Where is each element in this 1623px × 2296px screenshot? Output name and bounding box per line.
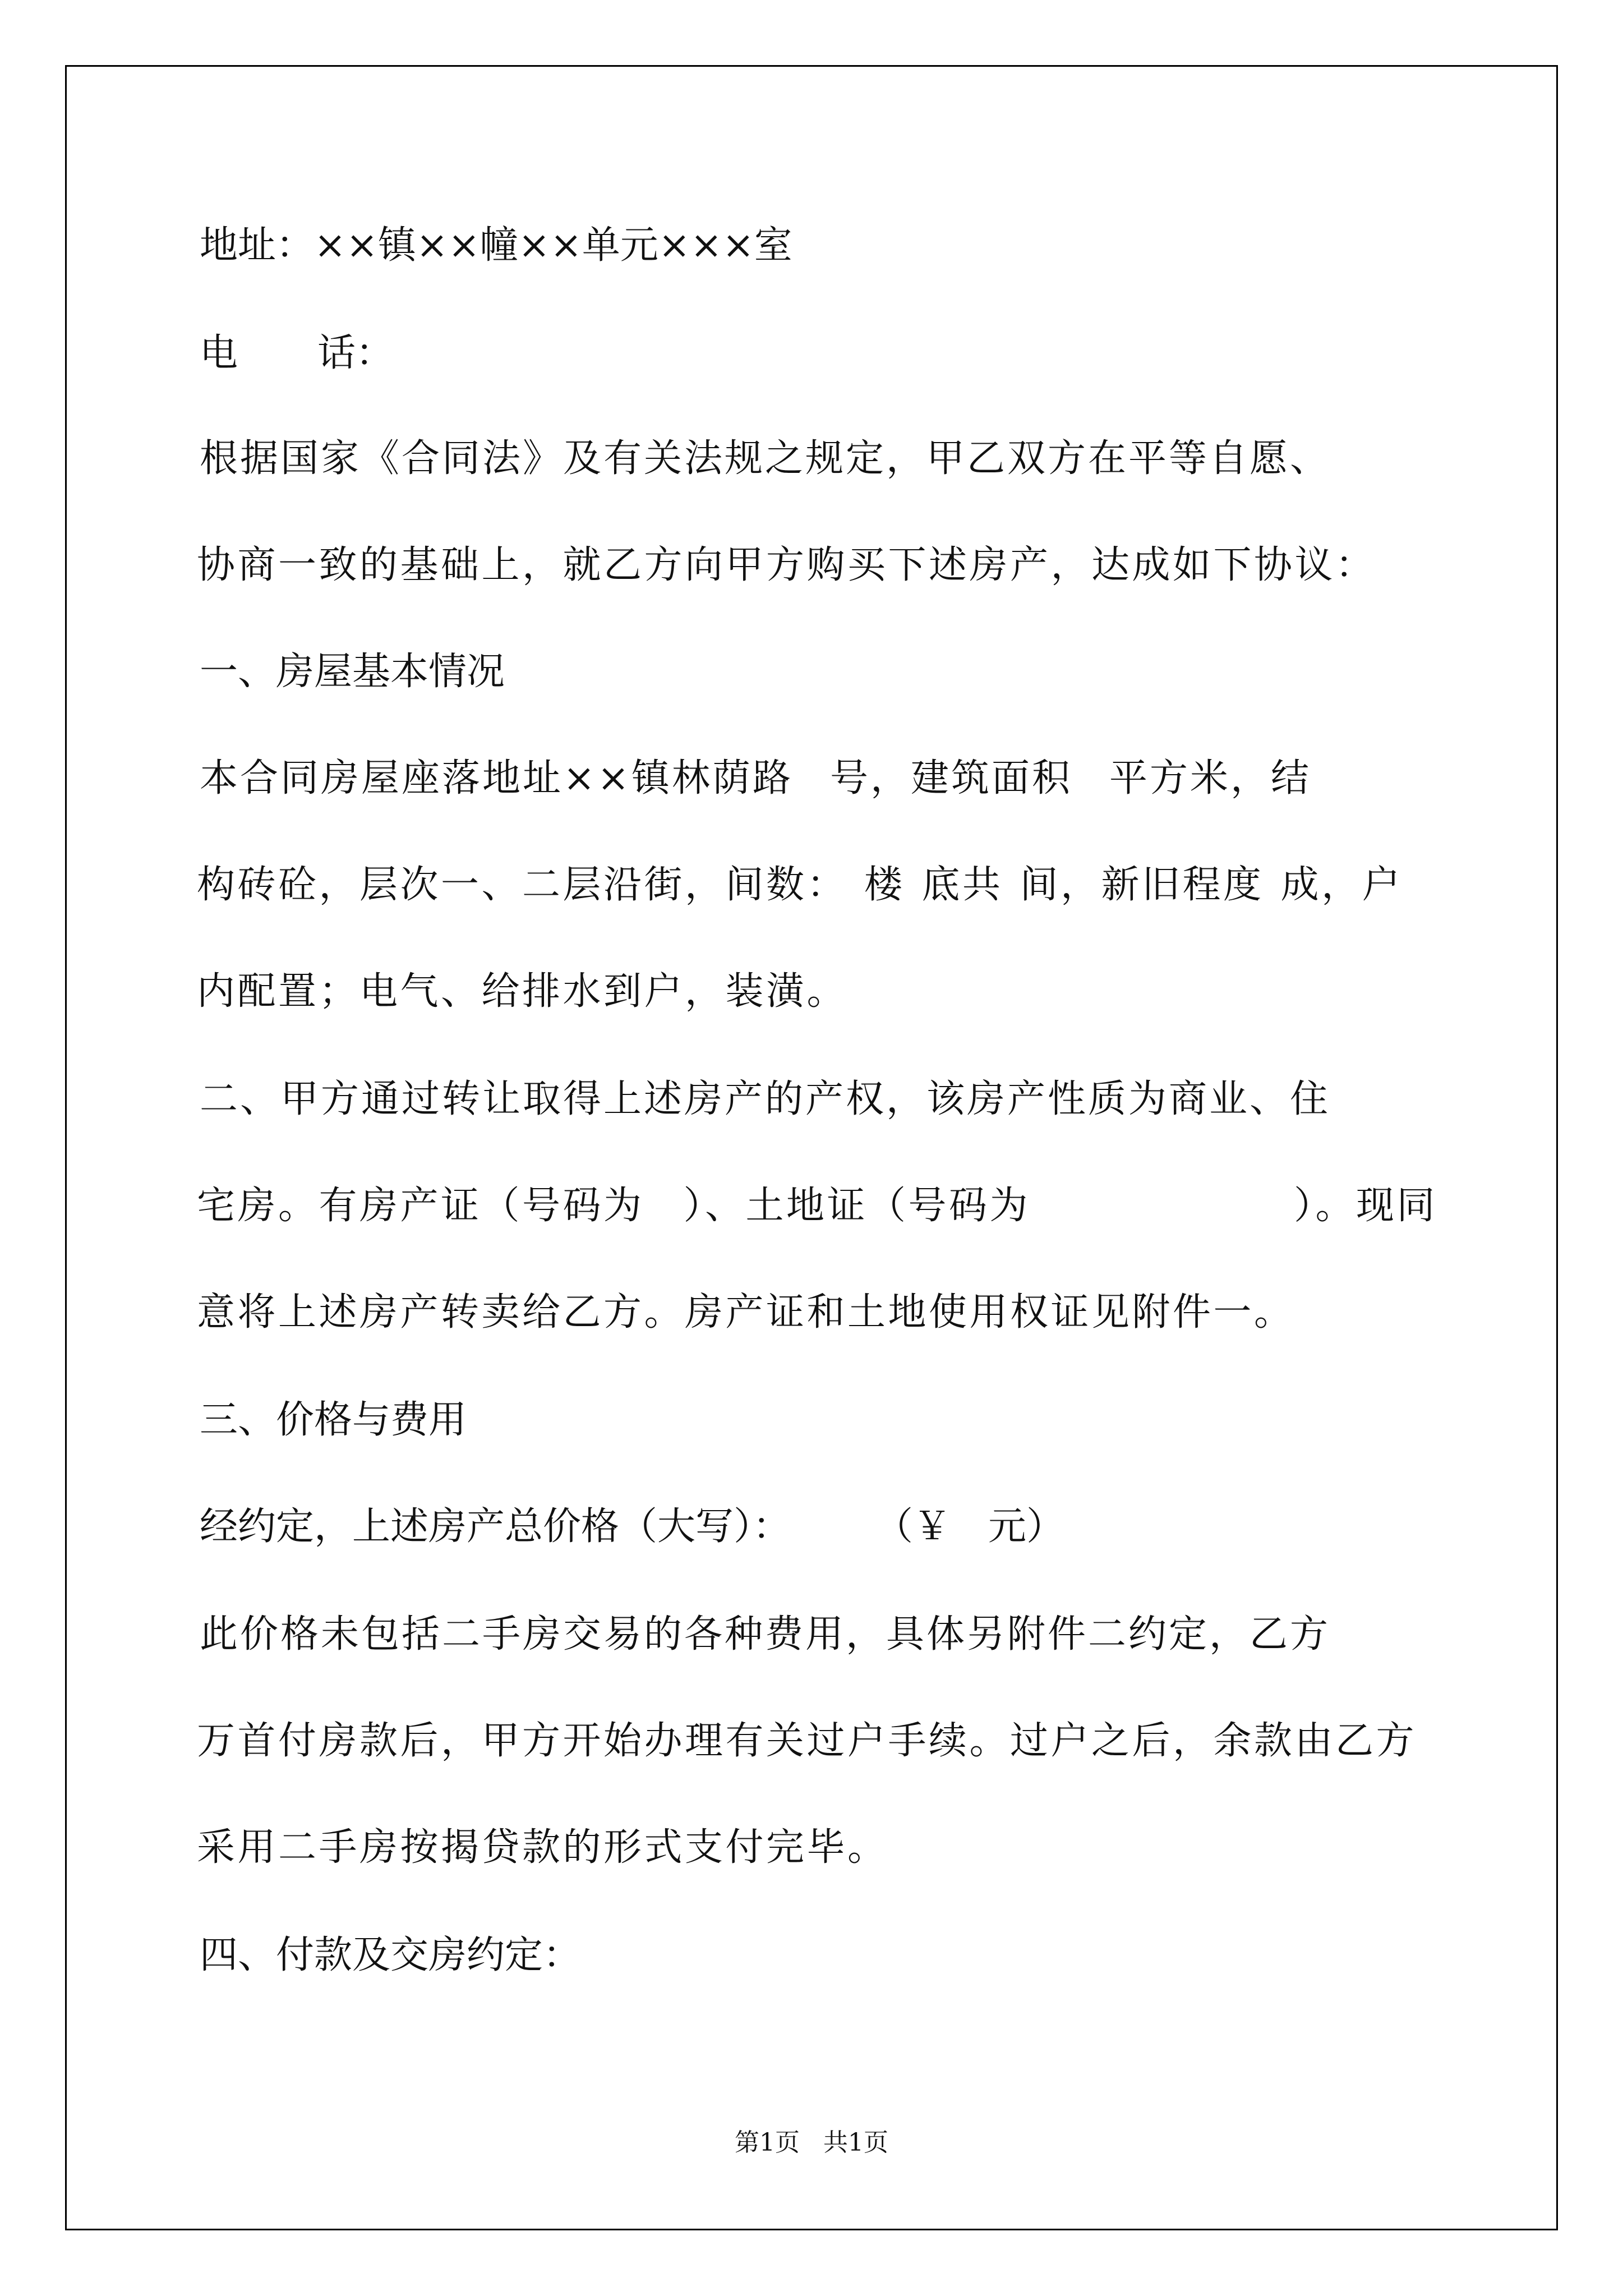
s1-base-label: 底共 — [921, 863, 1003, 907]
s2-line-3 — [197, 1286, 1295, 1340]
s1-line-1 — [200, 752, 1311, 806]
intro-text-1: 根据国家《合同法》及有关法规之规定，甲乙双方在平等自愿、 — [200, 436, 1331, 481]
s2-text-3: 意将上述房产转卖给乙方。房产证和土地使用权证见附件一。 — [197, 1290, 1295, 1335]
phone-label-part-2: 话： — [317, 331, 394, 375]
s3-line-3 — [197, 1714, 1417, 1768]
intro-text-2: 协商一致的基础上，就乙方向甲方购买下述房产，达成如下协议： — [197, 543, 1376, 587]
s1-area-label: 号，建筑面积 — [829, 756, 1072, 800]
s1-rooms-label: 间，新旧程度 — [1020, 863, 1264, 907]
s1-line-2 — [197, 858, 1403, 912]
s1-line-3 — [197, 965, 847, 1019]
s3-fees-text-3: 采用二手房按揭贷款的形式支付完毕。 — [197, 1825, 888, 1870]
s3-fees-text-1: 此价格未包括二手房交易的各种费用，具体另附件二约定，乙方 — [200, 1612, 1331, 1657]
s2-consent-start: ）。现同 — [1294, 1184, 1438, 1228]
page-number-current: 第1页 — [735, 2128, 800, 2157]
section-3-title — [200, 1393, 467, 1447]
s1-area-unit: 平方米，结 — [1109, 756, 1311, 800]
s2-land-label: ）、土地证（号码为 — [683, 1184, 1031, 1228]
s2-line-1 — [200, 1073, 1330, 1126]
page-footer — [0, 2126, 1623, 2160]
s2-text-1: 二、甲方通过转让取得上述房产的产权，该房产性质为商业、住 — [200, 1077, 1331, 1121]
address-text: 地址：××镇××幢××单元×××室 — [200, 223, 792, 268]
s3-fees-text-2: 万首付房款后，甲方开始办理有关过户手续。过户之后，余款由乙方 — [197, 1719, 1417, 1763]
address-line — [200, 219, 792, 273]
phone-line — [200, 326, 394, 380]
phone-label-part-1: 电 — [200, 331, 238, 375]
s1-structure-text: 构砖砼，层次一、二层沿街，间数： — [197, 863, 848, 907]
s3-price-yuan-open: （￥ — [875, 1504, 952, 1549]
section-4-heading: 四、付款及交房约定： — [200, 1933, 582, 1977]
paragraph-intro-line-1 — [200, 432, 1330, 486]
section-4-title — [200, 1929, 581, 1982]
s1-condition-label: 成，户 — [1280, 863, 1403, 907]
paragraph-intro-line-2 — [197, 539, 1376, 592]
page-number-total: 共1页 — [823, 2128, 888, 2157]
s2-deed-label: 宅房。有房产证（号码为 — [197, 1184, 644, 1228]
s3-line-1 — [200, 1500, 1064, 1554]
s3-price-label: 经约定，上述房产总价格（大写）： — [200, 1504, 791, 1549]
s1-fittings-text: 内配置；电气、给排水到户，装潢。 — [197, 969, 848, 1014]
s2-line-2 — [197, 1179, 1437, 1233]
document-body — [197, 0, 1438, 2019]
section-1-title — [200, 645, 505, 699]
s1-floor-label: 楼 — [864, 863, 905, 907]
s3-line-2 — [200, 1608, 1330, 1662]
section-3-heading: 三、价格与费用 — [200, 1398, 467, 1442]
s1-address-text: 本合同房屋座落地址××镇林荫路 — [200, 756, 793, 800]
section-1-heading: 一、房屋基本情况 — [200, 650, 505, 694]
s3-line-4 — [197, 1821, 888, 1875]
s3-price-yuan-close: 元） — [988, 1504, 1065, 1549]
